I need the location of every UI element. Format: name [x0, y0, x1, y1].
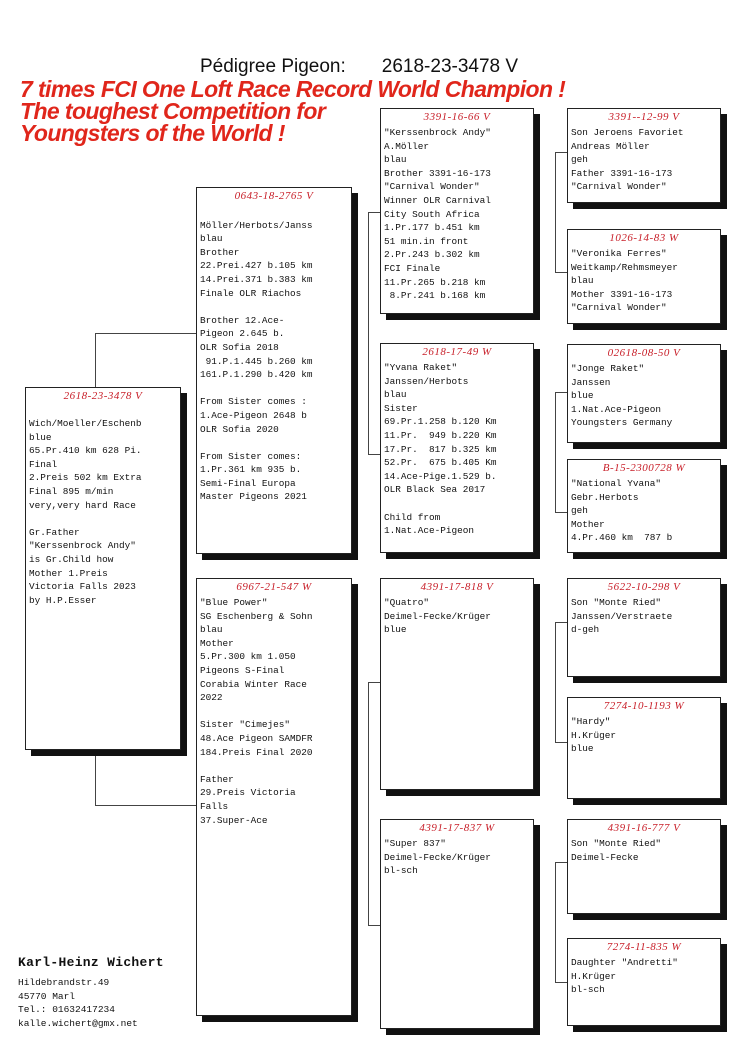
breeder-info — [18, 955, 164, 1030]
detail-line: Winner OLR Carnival — [384, 194, 491, 206]
connector-line — [368, 682, 380, 683]
connector-line — [555, 272, 567, 273]
detail-line: 91.P.1.445 b.260 km — [200, 355, 313, 367]
detail-line: Pigeon 2.645 b. — [200, 328, 285, 340]
detail-line: blau — [384, 154, 407, 166]
connector-line — [95, 333, 96, 389]
card-details — [26, 403, 180, 607]
detail-line: bl-sch — [571, 984, 605, 996]
detail-line: Final 895 m/min — [29, 485, 114, 497]
detail-line: City South Africa — [384, 208, 480, 220]
grandfather-maternal-card — [380, 578, 534, 790]
detail-line: Gr.Father — [29, 526, 80, 538]
detail-line: Brother 3391-16-173 — [384, 167, 491, 179]
slogan-line-2: The toughest Competition for — [20, 98, 326, 124]
detail-line: "Kerssenbrock Andy" — [384, 127, 491, 138]
title-ring-number: 2618-23-3478 V — [381, 56, 519, 77]
detail-line: 69.Pr.1.258 b.120 Km — [384, 416, 497, 428]
detail-line: Final — [29, 458, 58, 470]
detail-line: 1.Nat.Ace-Pigeon — [384, 525, 475, 537]
detail-line: d-geh — [571, 624, 600, 636]
detail-line: 1.Nat.Ace-Pigeon — [571, 403, 662, 415]
detail-line: 22.Prei.427 b.105 km — [200, 260, 313, 272]
breeder-street: Hildebrandstr.49 — [18, 977, 110, 988]
detail-line: 184.Preis Final 2020 — [200, 746, 313, 758]
detail-line: "Yvana Raket" — [384, 362, 458, 373]
detail-line: "Veronika Ferres" — [571, 248, 667, 259]
detail-line: Andreas Möller — [571, 140, 650, 152]
detail-line: 52.Pr. 675 b.405 Km — [384, 457, 497, 469]
connector-line — [95, 750, 96, 805]
detail-line: 29.Preis Victoria — [200, 787, 296, 799]
detail-line — [200, 436, 348, 450]
detail-line: Janssen — [571, 376, 611, 388]
detail-line: SG Eschenberg & Sohn — [200, 610, 313, 622]
detail-line: 8.Pr.241 b.168 km — [384, 290, 486, 302]
great-grandparent-card — [567, 697, 721, 799]
page-title — [200, 56, 518, 78]
great-grandparent-card — [567, 344, 721, 443]
card-details — [381, 835, 533, 878]
connector-line — [368, 212, 369, 454]
detail-line: "National Yvana" — [571, 478, 662, 489]
detail-line: Brother — [200, 246, 240, 258]
card-details — [197, 594, 351, 827]
detail-line: Weitkamp/Rehmsmeyer — [571, 261, 678, 273]
detail-line: Deimel-Fecke/Krüger — [384, 610, 491, 622]
great-grandparent-card — [567, 229, 721, 324]
detail-line — [200, 382, 348, 396]
detail-line — [29, 512, 177, 526]
detail-line: 5.Pr.300 km 1.050 — [200, 651, 296, 663]
ring-number: 7274-10-1193 W — [603, 700, 685, 712]
connector-line — [555, 862, 567, 863]
connector-line — [95, 805, 196, 806]
detail-line: Father 3391-16-173 — [571, 167, 673, 179]
detail-line: 14.Prei.371 b.383 km — [200, 273, 313, 285]
detail-line: Corabia Winter Race — [200, 678, 307, 690]
grandmother-maternal-card — [380, 819, 534, 1029]
card-details — [381, 594, 533, 637]
detail-line: Janssen/Verstraete — [571, 610, 673, 622]
ring-number: 2618-23-3478 V — [63, 390, 143, 402]
card-details — [568, 713, 720, 756]
detail-line: OLR Sofia 2018 — [200, 341, 279, 353]
detail-line: by H.P.Esser — [29, 594, 97, 606]
detail-line: 17.Pr. 817 b.325 km — [384, 443, 497, 455]
detail-line: Pigeons S-Final — [200, 664, 285, 676]
connector-line — [368, 682, 369, 925]
pigeon-card — [25, 387, 181, 750]
detail-line: 2022 — [200, 692, 223, 704]
detail-line: "Super 837" — [384, 838, 446, 849]
card-details — [568, 124, 720, 194]
ring-number: 7274-11-835 W — [606, 941, 682, 953]
card-details — [381, 124, 533, 303]
detail-line: OLR Black Sea 2017 — [384, 484, 486, 496]
detail-line: is Gr.Child how — [29, 553, 114, 565]
detail-line: blue — [571, 390, 594, 402]
card-details — [568, 245, 720, 315]
detail-line: Son "Monte Ried" — [571, 597, 662, 608]
detail-line: 11.Pr. 949 b.220 Km — [384, 429, 497, 441]
detail-line: Son Jeroens Favoriet — [571, 127, 684, 138]
detail-line: Child from — [384, 511, 441, 523]
detail-line: Son "Monte Ried" — [571, 838, 662, 849]
detail-line: Mother — [200, 637, 234, 649]
card-details — [568, 954, 720, 997]
connector-line — [95, 333, 196, 334]
ring-number: 6967-21-547 W — [236, 581, 312, 593]
detail-line: Wich/Moeller/Eschenb — [29, 418, 142, 429]
detail-line: Falls — [200, 800, 229, 812]
detail-line: "Carnival Wonder" — [384, 181, 480, 193]
grandfather-paternal-card — [380, 108, 534, 314]
detail-line: Sister "Cimejes" — [200, 719, 291, 731]
detail-line: From Sister comes: — [200, 450, 302, 462]
great-grandparent-card — [567, 459, 721, 553]
detail-line: 4.Pr.460 km 787 b — [571, 532, 673, 544]
grandmother-paternal-card — [380, 343, 534, 553]
detail-line: geh — [571, 505, 588, 517]
detail-line: FCI Finale — [384, 262, 441, 274]
slogan-line-3: Youngsters of the World ! — [20, 120, 285, 146]
detail-line: Finale OLR Riachos — [200, 287, 302, 299]
detail-line: "Carnival Wonder" — [571, 302, 667, 314]
father-card — [196, 187, 352, 554]
detail-line: Master Pigeons 2021 — [200, 491, 307, 503]
ring-number: 4391-17-818 V — [420, 581, 494, 593]
connector-line — [555, 982, 567, 983]
detail-line: H.Krüger — [571, 970, 617, 982]
detail-line: Mother — [571, 518, 605, 530]
detail-line: 2.Preis 502 km Extra — [29, 472, 142, 484]
detail-line: 37.Super-Ace — [200, 814, 268, 826]
connector-line — [368, 925, 380, 926]
detail-line: A.Möller — [384, 140, 430, 152]
detail-line: Brother 12.Ace- — [200, 314, 285, 326]
detail-line: "Hardy" — [571, 716, 611, 727]
detail-line: very,very hard Race — [29, 499, 136, 511]
detail-line — [200, 759, 348, 773]
card-details — [568, 835, 720, 864]
card-details — [568, 594, 720, 637]
detail-line: blau — [571, 275, 594, 287]
detail-line: Deimel-Fecke/Krüger — [384, 851, 491, 863]
detail-line: H.Krüger — [571, 729, 617, 741]
ring-number: 4391-16-777 V — [607, 822, 681, 834]
detail-line: Mother 3391-16-173 — [571, 288, 673, 300]
detail-line: blue — [571, 743, 594, 755]
detail-line: "Blue Power" — [200, 597, 268, 608]
detail-line: Gebr.Herbots — [571, 491, 639, 503]
detail-line: Youngsters Germany — [571, 417, 673, 429]
great-grandparent-card — [567, 938, 721, 1026]
detail-line: Deimel-Fecke — [571, 851, 639, 863]
detail-line: Sister — [384, 402, 418, 414]
connector-line — [555, 512, 567, 513]
connector-line — [555, 742, 567, 743]
detail-line — [200, 300, 348, 314]
detail-line: "Kerssenbrock Andy" — [29, 540, 136, 552]
breeder-city: 45770 Marl — [18, 990, 76, 1002]
detail-line: 1.Ace-Pigeon 2648 b — [200, 409, 307, 421]
detail-line: 1.Pr.177 b.451 km — [384, 222, 480, 234]
detail-line: Daughter "Andretti" — [571, 957, 678, 968]
detail-line: From Sister comes : — [200, 396, 307, 408]
connector-line — [555, 152, 556, 272]
card-details — [381, 359, 533, 538]
detail-line: Father — [200, 773, 234, 785]
detail-line: 1.Pr.361 km 935 b. — [200, 464, 302, 476]
ring-number: 0643-18-2765 V — [234, 190, 314, 202]
great-grandparent-card — [567, 819, 721, 914]
detail-line: Janssen/Herbots — [384, 375, 469, 387]
breeder-email: kalle.wichert@gmx.net — [18, 1017, 138, 1029]
detail-line: blau — [384, 389, 407, 401]
detail-line: "Quatro" — [384, 597, 430, 608]
connector-line — [368, 212, 380, 213]
detail-line: 65.Pr.410 km 628 Pi. — [29, 445, 142, 457]
detail-line: OLR Sofia 2020 — [200, 423, 279, 435]
detail-line: Mother 1.Preis — [29, 567, 108, 579]
detail-line: blau — [200, 233, 223, 245]
detail-line: 48.Ace Pigeon SAMDFR — [200, 732, 313, 744]
detail-line: 2.Pr.243 b.302 km — [384, 249, 480, 261]
connector-line — [555, 392, 556, 512]
detail-line: "Jonge Raket" — [571, 363, 645, 374]
detail-line — [384, 497, 530, 511]
ring-number: B-15-2300728 W — [602, 462, 686, 474]
connector-line — [555, 622, 567, 623]
ring-number: 4391-17-837 W — [419, 822, 495, 834]
detail-line: geh — [571, 154, 588, 166]
connector-line — [555, 392, 567, 393]
mother-card — [196, 578, 352, 1016]
card-details — [568, 360, 720, 430]
breeder-phone: Tel.: 01632417234 — [18, 1004, 115, 1015]
ring-number: 02618-08-50 V — [607, 347, 681, 359]
breeder-name: Karl-Heinz Wichert — [18, 955, 164, 970]
connector-line — [368, 454, 380, 455]
detail-line: Semi-Final Europa — [200, 477, 296, 489]
slogan-line-1: 7 times FCI One Loft Race Record World Champion ! — [20, 76, 566, 102]
detail-line: blue — [29, 431, 52, 443]
detail-line: "Carnival Wonder" — [571, 181, 667, 193]
detail-line — [200, 705, 348, 719]
detail-line: Möller/Herbots/Janss — [200, 219, 313, 231]
card-details — [568, 475, 720, 545]
ring-number: 5622-10-298 V — [607, 581, 681, 593]
detail-line: 161.P.1.290 b.420 km — [200, 369, 313, 381]
great-grandparent-card — [567, 578, 721, 677]
great-grandparent-card — [567, 108, 721, 203]
detail-line: blau — [200, 624, 223, 636]
detail-line: Victoria Falls 2023 — [29, 581, 136, 593]
connector-line — [555, 152, 567, 153]
ring-number: 2618-17-49 W — [422, 346, 492, 358]
title-label: Pédigree Pigeon: — [200, 56, 346, 77]
ring-number: 3391-16-66 V — [423, 111, 491, 123]
detail-line: bl-sch — [384, 865, 418, 877]
detail-line: 51 min.in front — [384, 235, 469, 247]
detail-line: blue — [384, 624, 407, 636]
connector-line — [555, 622, 556, 742]
detail-line: 11.Pr.265 b.218 km — [384, 276, 486, 288]
connector-line — [555, 862, 556, 982]
ring-number: 3391--12-99 V — [608, 111, 680, 123]
detail-line — [200, 205, 348, 219]
ring-number: 1026-14-83 W — [609, 232, 679, 244]
detail-line: 14.Ace-Pige.1.529 b. — [384, 470, 497, 482]
card-details — [197, 203, 351, 504]
